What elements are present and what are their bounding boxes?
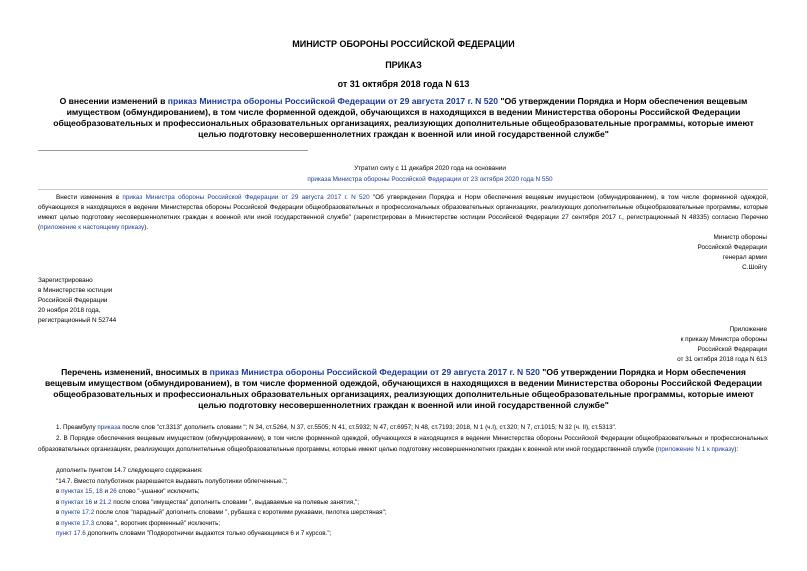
point-26-link[interactable]: 26	[109, 488, 117, 495]
appendix-line: Российской Федерации	[697, 346, 767, 353]
sub-item-text: в	[56, 520, 62, 527]
sub-item	[56, 487, 200, 498]
registration-line: регистрационный N 52744	[38, 317, 117, 324]
doc-date-heading: от 31 октября 2018 года N 613	[337, 79, 470, 89]
intro-paragraph	[38, 193, 768, 233]
title-link[interactable]: приказ Министра обороны Российской Федерации от 29 августа 2017 г. N 520	[167, 96, 499, 106]
item-1	[38, 423, 768, 434]
item-2-link[interactable]: приложение N 1 к приказу	[657, 445, 735, 453]
sub-item-text: ,	[92, 488, 96, 495]
signature-block	[467, 233, 767, 273]
sub-item-text: и	[92, 499, 100, 506]
sub-item-text: дополнить словами "Подворотнички выдаются только обучающимся 6 и 7 курсов.";	[85, 530, 332, 537]
item-1-text-end: после слов "ст.3313" дополнить словами "; N 34, ст.5264, N 37, ст.5505; N 41, ст.5932; N 47, ст.6957; N 48, ст.7193; 2018, N 1 (ч.I), ст.320; N 7, ст.1015; N 32 (ч. II), ст.5313".	[120, 424, 617, 431]
separator-rule	[38, 150, 308, 151]
point-16-link[interactable]: пунктах 16	[61, 499, 93, 506]
list-title	[44, 367, 763, 411]
sub-item-text: в	[56, 488, 62, 495]
point-21-2-link[interactable]: 21.2	[99, 499, 112, 506]
appendix-line: к приказу Министра обороны	[680, 336, 767, 343]
appendix-line: Приложение	[729, 326, 767, 333]
list-title-link[interactable]: приказ Министра обороны Российской Федерации от 29 августа 2017 г. N 520	[209, 367, 540, 377]
doc-type-heading: ПРИКАЗ	[385, 60, 422, 70]
document-title	[44, 96, 763, 140]
sub-item: дополнить пунктом 14.7 следующего содержания:	[56, 467, 203, 474]
title-rest: "Об утверждении Порядка и Норм обеспечения вещевым имуществом (обмундированием), в том числе форменной одеждой, обучающихся в находящихся в ведении Министерства обороны Российской Федерации общеобразовательных и профессиональных образовательных организациях, реализующих дополнительные общеобразовательные программы, которые имеют целью подготовку несовершеннолетних граждан к военной или иной государственной службе"	[53, 96, 754, 139]
signature-line: Российской Федерации	[697, 244, 767, 251]
intro-text-end: ).	[144, 224, 149, 231]
sub-item-text: и	[102, 488, 110, 495]
item-2-text-end: ):	[734, 445, 739, 453]
sub-item	[56, 519, 220, 530]
sub-item-text: слово "-ушанки" исключить;	[116, 488, 200, 495]
point-18-link[interactable]: 18	[95, 488, 103, 495]
sub-item	[56, 508, 387, 519]
signature-line: генерал армии	[722, 254, 767, 261]
sub-item-text: в	[56, 509, 62, 516]
point-15-link[interactable]: пунктах 15	[61, 488, 93, 495]
sub-item-text: после слова "имущества" дополнить словами ", выдаваемые на полевые занятия,";	[111, 499, 359, 506]
title-prefix: О внесении изменений в	[59, 96, 168, 106]
status-line: Утратил силу с 11 декабря 2020 года на основании	[354, 165, 506, 172]
sub-item-text: в	[56, 499, 62, 506]
signature-line: С.Шойгу	[742, 264, 767, 271]
intro-text-middle: "Об утверждении Порядка и Норм обеспечения вещевым имуществом (обмундированием), в том числе форменной одеждой, обучающихся в находящихся в ведении Министерства обороны Российской Федерации общеобразовательных и профессиональных образовательных организациях, реализующих дополнительные общеобразовательные программы, которые имеют целью подготовку несовершеннолетних граждан к военной или иной государственной службе" (зарегистрирован в Министерстве юстиции Российской Федерации 27 сентября 2017 г., регистрационный N 48335) согласно Перечню (	[38, 194, 768, 231]
item-1-text: 1. Преамбулу	[56, 424, 98, 431]
sub-item	[56, 498, 359, 509]
intro-appendix-link[interactable]: приложение к настоящему приказу	[40, 224, 145, 231]
registration-line: в Министерстве юстиции	[38, 287, 113, 294]
point-17-3-link[interactable]: пункте 17.3	[61, 520, 95, 527]
point-17-6-link[interactable]: пункт 17.6	[56, 530, 86, 537]
registration-line: Российской Федерации	[38, 297, 108, 304]
ministry-heading: МИНИСТР ОБОРОНЫ РОССИЙСКОЙ ФЕДЕРАЦИИ	[292, 39, 515, 49]
signature-line: Министр обороны	[713, 234, 767, 241]
sub-item-text: после слов "парадный" дополнить словами ", рубашка с короткими рукавами, пилотка шерстяная";	[94, 509, 387, 516]
point-17-2-link[interactable]: пункте 17.2	[61, 509, 95, 516]
sub-item-text: слова ", воротник форменный" исключить;	[94, 520, 221, 527]
sub-item: "14.7. Вместо полуботинок разрешается выдавать полуботинки облегченные.";	[56, 478, 288, 485]
item-2-text: 2. В Порядке обеспечения вещевым имуществом (обмундированием), в том числе форменной одеждой, обучающихся в находящихся в ведении Министерства обороны Российской Федерации общеобразовательных и профессиональных образовательных организациях, реализующих дополнительные общеобразовательные программы, которые имеют целью подготовку несовершеннолетних граждан к военной или иной государственной службе (	[38, 435, 768, 453]
status-link[interactable]: приказа Министра обороны Российской Федерации от 23 октября 2020 года N 550	[307, 176, 553, 183]
appendix-block	[467, 325, 767, 365]
item-2	[38, 434, 768, 455]
intro-text-start: Внести изменения в	[56, 194, 123, 201]
list-title-prefix: Перечень изменений, вносимых в	[61, 367, 210, 377]
item-1-link[interactable]: приказа	[97, 424, 121, 431]
registration-line: Зарегистрировано	[38, 277, 93, 284]
intro-order-link[interactable]: приказ Министра обороны Российской Федерации от 29 августа 2017 г. N 520	[122, 194, 370, 201]
list-title-rest: "Об утверждении Порядка и Норм обеспечения вещевым имуществом (обмундированием), в том числе форменной одеждой, обучающихся в находящихся в ведении Министерства обороны Российской Федерации общеобразовательных и профессиональных образовательных организациях, реализующих дополнительные общеобразовательные программы, которые имеют целью подготовку несовершеннолетних граждан к военной или иной государственной службе"	[44, 367, 763, 410]
registration-block	[38, 276, 338, 326]
divider-rule	[38, 189, 768, 190]
appendix-line: от 31 октября 2018 года N 613	[677, 356, 767, 363]
registration-line: 20 ноября 2018 года,	[38, 307, 101, 314]
sub-item	[56, 529, 331, 540]
